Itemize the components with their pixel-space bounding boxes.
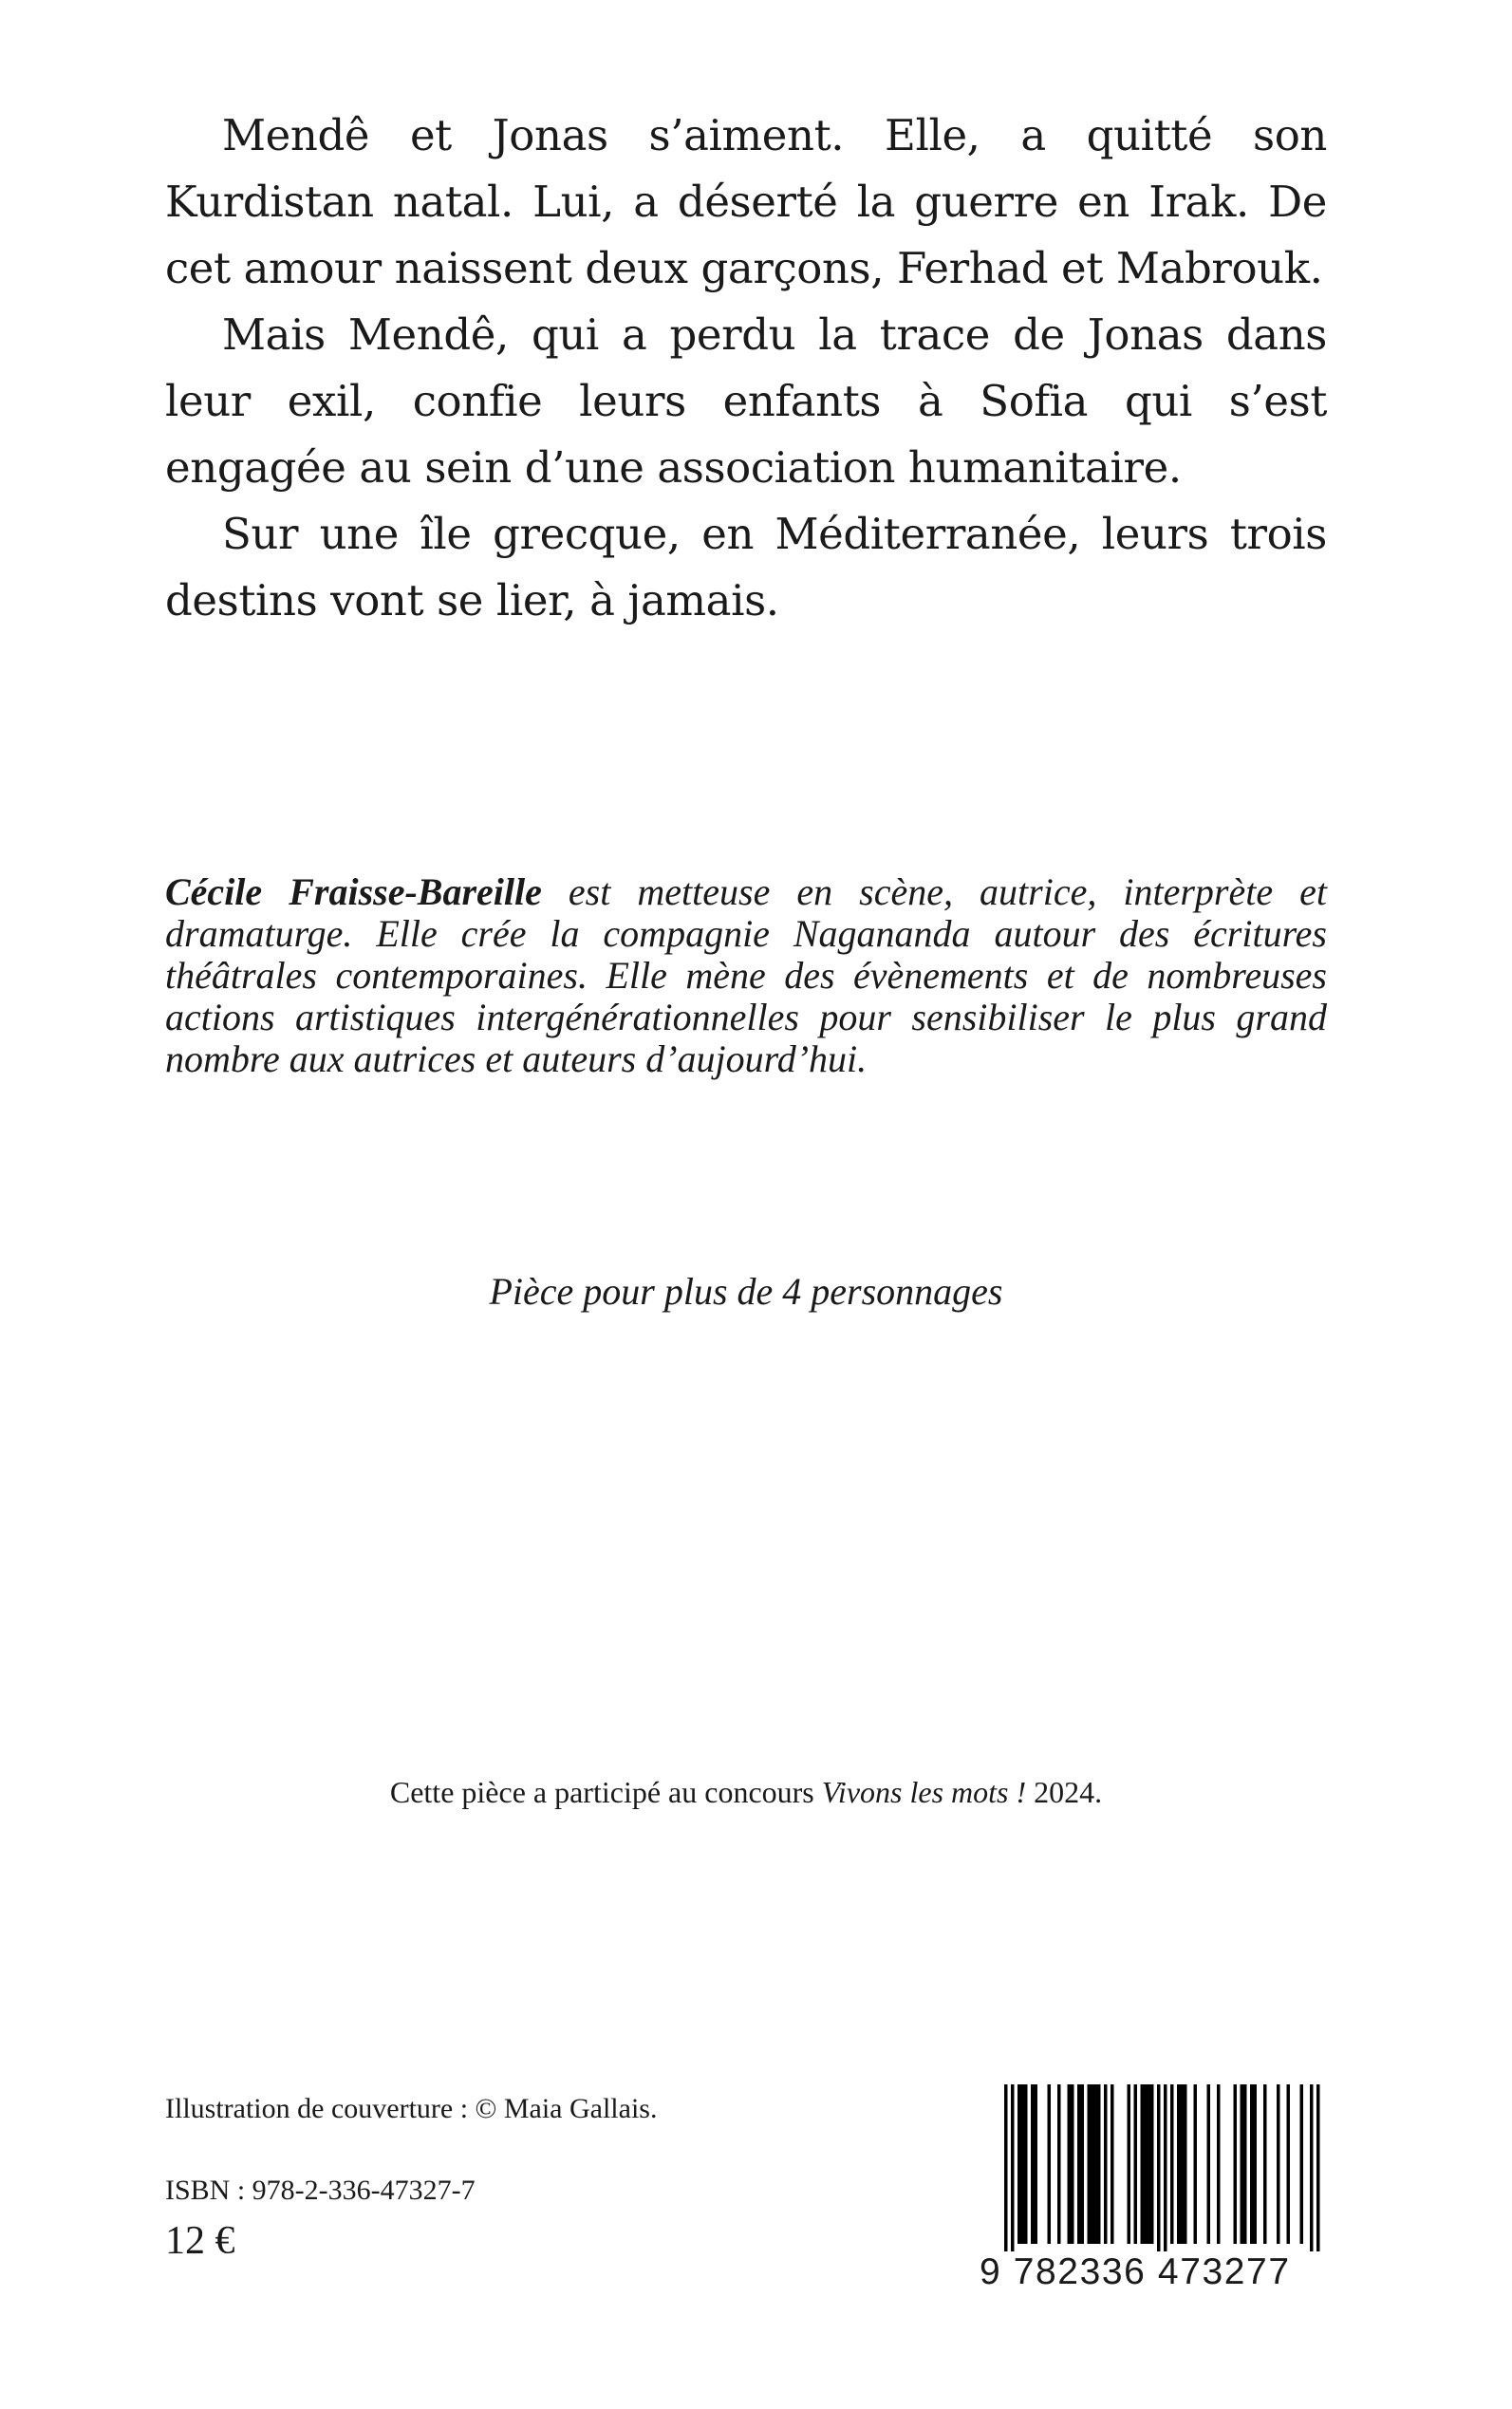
barcode-bar: [1104, 2084, 1108, 2244]
barcode-bar: [1091, 2084, 1094, 2244]
barcode-bar: [1081, 2084, 1085, 2244]
barcode-bar: [1217, 2084, 1221, 2244]
barcode-bar: [1031, 2084, 1035, 2244]
barcode: [980, 2084, 1321, 2299]
barcode-bar: [1263, 2084, 1267, 2244]
isbn: ISBN : 978-2-336-47327-7: [165, 2175, 476, 2206]
barcode-bar: [1057, 2084, 1061, 2244]
cover-illustration-credit: Illustration de couverture : © Maia Gallais.: [165, 2093, 658, 2124]
barcode-bar: [1234, 2084, 1238, 2244]
barcode-bar: [1300, 2084, 1304, 2244]
barcode-bar: [1184, 2084, 1187, 2244]
barcode-bar: [1241, 2084, 1244, 2244]
barcode-bar: [1157, 2084, 1161, 2251]
barcode-bar: [1164, 2084, 1167, 2251]
barcode-bar: [1177, 2084, 1181, 2244]
barcode-bar: [1035, 2084, 1038, 2244]
barcode-bar: [1170, 2084, 1174, 2244]
barcode-bar: [1088, 2084, 1092, 2244]
barcode-bar: [1011, 2084, 1015, 2251]
barcode-bar: [1194, 2084, 1198, 2244]
barcode-bar: [1144, 2084, 1148, 2244]
barcode-bar: [1254, 2084, 1258, 2244]
barcode-digits: 9 782336 473277: [980, 2251, 1291, 2292]
barcode-bar: [1017, 2084, 1021, 2244]
book-synopsis: [165, 103, 1327, 634]
synopsis-paragraph: Mendê et Jonas s’aiment. Elle, a quitté son Kurdistan natal. Lui, a déserté la guerre en Irak. De cet amour naissent deux garçons, Ferhad et Mabrouk.: [165, 110, 1327, 293]
contest-note-before: Cette pièce a participé au concours: [389, 1775, 822, 1809]
barcode-bar: [1024, 2084, 1028, 2244]
barcode-bar: [1287, 2084, 1291, 2244]
barcode-bar: [1111, 2084, 1114, 2244]
barcode-bar: [1310, 2084, 1314, 2251]
barcode-bar: [1243, 2084, 1247, 2244]
barcode-bar: [1094, 2084, 1098, 2244]
barcode-bar: [1128, 2084, 1131, 2244]
synopsis-paragraph: Sur une île grecque, en Méditerranée, leurs trois destins vont se lier, à jamais.: [165, 509, 1327, 626]
barcode-bar: [1141, 2084, 1145, 2244]
barcode-bar: [1071, 2084, 1074, 2244]
barcode-bars: [980, 2084, 1321, 2251]
barcode-bar: [1250, 2084, 1254, 2244]
author-bio-text: est metteuse en scène, autrice, interprète et dramaturge. Elle crée la compagnie Nagananda autour des écritures théâtrales contemporaines. Elle mène des évènements et de nombreuses actions artistiques intergénérationnelles pour sensibiliser le plus grand nombre aux autrices et auteurs d’aujourd’hui.: [165, 870, 1328, 1080]
barcode-bar: [1277, 2084, 1280, 2244]
synopsis-paragraph: Mais Mendê, qui a perdu la trace de Jonas dans leur exil, confie leurs enfants à Sofia qui s’est engagée au sein d’une association humanitaire.: [165, 309, 1327, 493]
barcode-bar: [1150, 2084, 1154, 2244]
barcode-bar: [1004, 2084, 1008, 2251]
author-name: Cécile Fraisse-Bareille: [165, 870, 542, 913]
barcode-bar: [1048, 2084, 1052, 2244]
barcode-bar: [1207, 2084, 1211, 2244]
contest-note: [165, 1773, 1327, 1811]
barcode-bar: [1181, 2084, 1185, 2244]
barcode-bar: [1134, 2084, 1138, 2244]
barcode-bar: [1316, 2084, 1320, 2251]
barcode-bar: [1077, 2084, 1081, 2244]
contest-title: Vivons les mots !: [821, 1775, 1027, 1809]
barcode-bar: [1021, 2084, 1025, 2244]
author-biography: [165, 871, 1327, 1080]
contest-note-after: 2024.: [1026, 1775, 1103, 1809]
barcode-bar: [1068, 2084, 1072, 2244]
price: 12 €: [165, 2219, 235, 2263]
barcode-bar: [1097, 2084, 1101, 2244]
cast-note: Pièce pour plus de 4 personnages: [489, 1270, 1003, 1313]
barcode-bar: [1148, 2084, 1151, 2244]
